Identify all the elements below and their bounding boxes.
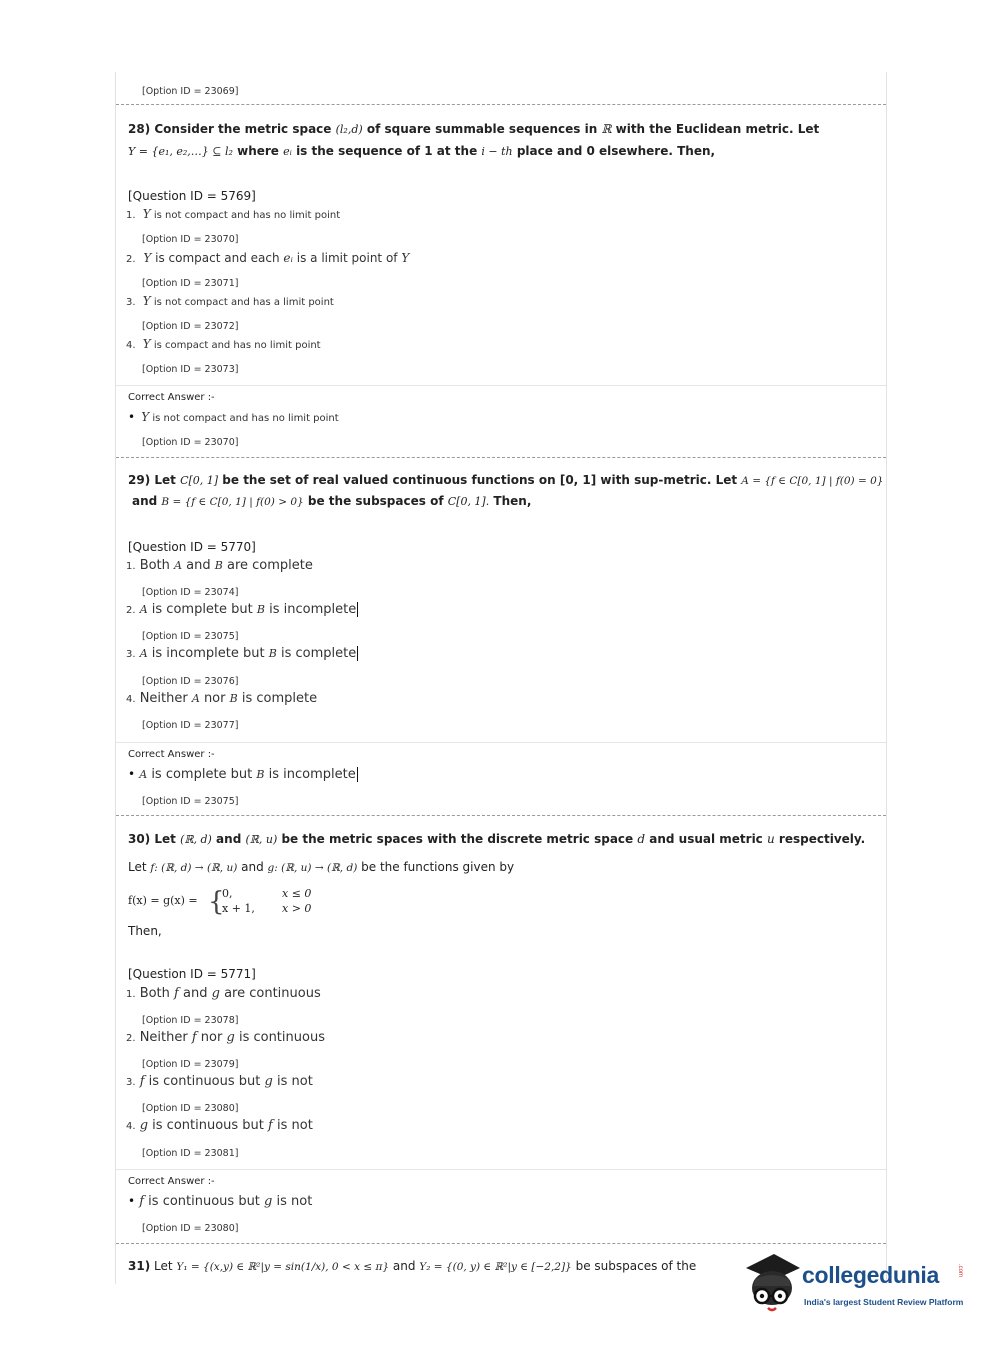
formula-condition-2: x > 0 xyxy=(282,902,312,915)
option-id: [Option ID = 23078] xyxy=(142,1015,239,1026)
option-id: [Option ID = 23071] xyxy=(142,278,239,289)
option-id: [Option ID = 23070] xyxy=(142,234,239,245)
option-text: is continuous but xyxy=(148,1074,261,1089)
math-variable: f xyxy=(191,1030,197,1045)
option-text: Both xyxy=(139,986,170,1001)
question-text: be the subspaces of xyxy=(307,494,444,508)
option-id: [Option ID = 23077] xyxy=(142,720,239,731)
option-text: Neither xyxy=(139,1030,188,1045)
question-text: Let xyxy=(128,860,147,874)
question-text: Then, xyxy=(493,494,532,508)
option-1[interactable] xyxy=(126,986,321,1001)
question-text: where xyxy=(237,144,279,158)
question-divider xyxy=(116,457,886,458)
answer-text: is complete but xyxy=(151,767,253,782)
formula-case-2: x + 1, xyxy=(222,902,255,915)
option-number: 3. xyxy=(126,1077,136,1088)
math-variable: d xyxy=(637,832,646,846)
option-3[interactable] xyxy=(126,1074,313,1089)
question-text: with the Euclidean metric. Let xyxy=(615,122,820,136)
question-text: and usual metric xyxy=(649,832,763,846)
option-text: Both xyxy=(139,558,170,573)
option-number: 1. xyxy=(126,210,136,221)
math-expression: Y₁ = {(x,y) ∈ ℝ²|y = sin(1/x), 0 < x ≤ π} xyxy=(176,1261,390,1273)
math-variable: g xyxy=(211,986,220,1001)
question-31-line-1 xyxy=(128,1259,696,1273)
option-1[interactable] xyxy=(126,558,313,573)
option-4[interactable] xyxy=(126,691,317,706)
math-variable: f xyxy=(268,1118,273,1133)
option-text: nor xyxy=(203,691,226,706)
option-number: 3. xyxy=(126,297,136,308)
math-variable: g xyxy=(264,1194,273,1209)
math-variable: A xyxy=(174,559,182,572)
question-id: [Question ID = 5770] xyxy=(128,540,256,554)
math-expression: C[0, 1]. xyxy=(447,495,490,508)
option-text: is not xyxy=(276,1074,313,1089)
option-text: is compact and each xyxy=(155,251,280,265)
question-29-line-2 xyxy=(132,494,531,508)
question-text: Let xyxy=(154,1259,173,1273)
question-number: 28) xyxy=(128,122,151,136)
question-text: and xyxy=(132,494,158,508)
question-divider xyxy=(116,815,886,816)
option-text: nor xyxy=(200,1030,223,1045)
question-text: be the set of real valued continuous functions on [0, 1] with sup-metric. Let xyxy=(222,473,738,487)
correct-answer-label: Correct Answer :- xyxy=(128,1176,215,1187)
option-text: and xyxy=(186,558,211,573)
option-text: are continuous xyxy=(224,986,321,1001)
option-number: 1. xyxy=(126,561,136,572)
answer-divider xyxy=(116,1169,886,1170)
question-number: 30) xyxy=(128,832,151,846)
option-id: [Option ID = 23079] xyxy=(142,1059,239,1070)
answer-text: is not compact and has no limit point xyxy=(152,413,339,424)
question-text: place and 0 elsewhere. Then, xyxy=(516,144,716,158)
math-expression: (ℝ, d) xyxy=(180,833,212,846)
math-variable: A xyxy=(139,768,148,781)
question-text: is the sequence of 1 at the xyxy=(296,144,478,158)
option-2[interactable] xyxy=(126,1030,325,1045)
option-text: is incomplete but xyxy=(151,646,265,661)
math-expression: Y₂ = {(0, y) ∈ ℝ²|y ∈ [−2,2]} xyxy=(419,1261,572,1273)
math-variable: B xyxy=(256,768,265,781)
math-expression: eᵢ xyxy=(283,145,292,158)
math-variable: g xyxy=(264,1074,273,1089)
option-id: [Option ID = 23075] xyxy=(142,631,239,642)
question-divider xyxy=(116,1243,886,1244)
collegedunia-logo[interactable] xyxy=(742,1250,982,1320)
math-variable: eᵢ xyxy=(283,251,293,265)
question-number: 31) xyxy=(128,1259,151,1273)
option-id: [Option ID = 23081] xyxy=(142,1148,239,1159)
option-1[interactable] xyxy=(126,207,340,221)
math-variable: B xyxy=(268,647,277,660)
answer-text: is not xyxy=(276,1194,313,1209)
math-expression: C[0, 1] xyxy=(180,474,219,487)
option-id: [Option ID = 23070] xyxy=(142,437,239,448)
math-expression: A = {f ∈ C[0, 1] | f(0) = 0} xyxy=(741,475,884,487)
answer-divider xyxy=(116,742,886,743)
option-text: is not compact and has a limit point xyxy=(153,297,334,308)
option-id: [Option ID = 23076] xyxy=(142,676,239,687)
correct-answer xyxy=(128,410,339,424)
option-text: is incomplete xyxy=(269,602,357,617)
option-id: [Option ID = 23072] xyxy=(142,321,239,332)
math-expression: (l₂,d) xyxy=(335,123,363,136)
correct-answer-label: Correct Answer :- xyxy=(128,749,215,760)
math-variable: Y xyxy=(142,207,151,221)
question-text: Let xyxy=(154,473,176,487)
math-variable: B xyxy=(214,559,223,572)
math-variable: Y xyxy=(143,251,152,265)
option-id: [Option ID = 23069] xyxy=(142,86,239,97)
formula-case-1: 0, xyxy=(222,887,233,900)
question-text: and xyxy=(241,860,264,874)
answer-divider xyxy=(116,385,886,386)
math-variable: Y xyxy=(141,410,150,424)
bullet-icon: • xyxy=(128,410,136,424)
correct-answer xyxy=(128,767,358,782)
option-number: 4. xyxy=(126,694,136,705)
option-text: is not compact and has no limit point xyxy=(153,210,341,221)
question-id: [Question ID = 5771] xyxy=(128,967,256,981)
math-expression: (ℝ, u) xyxy=(245,833,278,846)
graduate-mascot-icon xyxy=(742,1250,802,1314)
math-variable: u xyxy=(767,832,775,846)
math-variable: f xyxy=(174,986,179,1001)
question-30-line-2 xyxy=(128,860,514,874)
option-id: [Option ID = 23074] xyxy=(142,587,239,598)
option-number: 4. xyxy=(126,340,136,351)
option-text: is not xyxy=(276,1118,313,1133)
answer-text: is incomplete xyxy=(268,767,356,782)
question-30-line-1 xyxy=(128,832,865,846)
option-text: is complete xyxy=(241,691,318,706)
option-2[interactable] xyxy=(126,251,409,265)
option-number: 2. xyxy=(126,254,136,265)
formula-condition-1: x ≤ 0 xyxy=(282,887,312,900)
math-variable: Y xyxy=(401,251,410,265)
math-expression: Y = {e₁, e₂,…} ⊆ l₂ xyxy=(128,145,233,158)
bullet-icon: • xyxy=(128,767,136,781)
question-text: respectively. xyxy=(778,832,866,846)
option-number: 4. xyxy=(126,1121,136,1132)
math-variable: A xyxy=(139,647,148,660)
option-text: Neither xyxy=(139,691,188,706)
option-number: 3. xyxy=(126,649,136,660)
math-expression: B = {f ∈ C[0, 1] | f(0) > 0} xyxy=(161,496,304,508)
math-variable: g xyxy=(139,1118,149,1133)
question-text: be the metric spaces with the discrete metric space xyxy=(281,832,634,846)
brace-icon: { xyxy=(208,887,225,917)
document-page xyxy=(115,72,887,1284)
option-text: is a limit point of xyxy=(296,251,398,265)
question-text: and xyxy=(392,1259,416,1273)
question-text: Consider the metric space xyxy=(154,122,332,136)
option-number: 1. xyxy=(126,989,136,1000)
correct-answer xyxy=(128,1194,312,1209)
option-text: is continuous xyxy=(238,1030,325,1045)
question-28-line-2 xyxy=(128,144,715,158)
answer-text: is continuous but xyxy=(148,1194,260,1209)
question-text: be subspaces of the xyxy=(575,1259,697,1273)
math-variable: Y xyxy=(142,337,151,351)
math-variable: f xyxy=(139,1074,145,1089)
math-expression: ℝ xyxy=(601,122,612,136)
option-4[interactable] xyxy=(126,337,321,351)
question-29-line-1 xyxy=(128,473,883,487)
logo-tagline: India's largest Student Review Platform xyxy=(804,1297,964,1307)
option-text: is continuous but xyxy=(152,1118,264,1133)
option-text: is complete but xyxy=(151,602,253,617)
option-4[interactable] xyxy=(126,1118,313,1133)
question-number: 29) xyxy=(128,473,151,487)
math-variable: g xyxy=(226,1030,235,1045)
math-expression: i − th xyxy=(481,145,513,158)
option-2[interactable] xyxy=(126,602,358,617)
option-id: [Option ID = 23073] xyxy=(142,364,239,375)
option-id: [Option ID = 23080] xyxy=(142,1103,239,1114)
question-divider xyxy=(116,104,886,105)
math-expression: f: (ℝ, d) → (ℝ, u) xyxy=(150,862,238,874)
option-id: [Option ID = 23075] xyxy=(142,796,239,807)
question-text: be the functions given by xyxy=(361,860,515,874)
bullet-icon: • xyxy=(128,1194,136,1208)
option-number: 2. xyxy=(126,605,136,616)
math-variable: A xyxy=(139,603,148,616)
option-number: 2. xyxy=(126,1033,136,1044)
question-id: [Question ID = 5769] xyxy=(128,189,256,203)
math-variable: B xyxy=(229,692,238,705)
math-variable: A xyxy=(191,692,200,705)
option-3[interactable] xyxy=(126,646,358,661)
math-variable: B xyxy=(256,603,265,616)
question-text: and xyxy=(216,832,242,846)
option-3[interactable] xyxy=(126,294,334,308)
question-text: of square summable sequences in xyxy=(366,122,598,136)
correct-answer-label: Correct Answer :- xyxy=(128,392,215,403)
math-expression: g: (ℝ, u) → (ℝ, d) xyxy=(267,862,358,874)
question-text: Then, xyxy=(128,924,162,938)
option-text: is complete xyxy=(280,646,357,661)
logo-domain-suffix: .com xyxy=(957,1264,963,1278)
option-id: [Option ID = 23080] xyxy=(142,1223,239,1234)
logo-wordmark: collegedunia xyxy=(802,1262,939,1288)
math-variable: f xyxy=(139,1194,145,1209)
question-28-line-1 xyxy=(128,122,819,136)
option-text: is compact and has no limit point xyxy=(153,340,321,351)
formula-lhs: f(x) = g(x) = xyxy=(128,894,198,907)
math-variable: Y xyxy=(142,294,151,308)
option-text: and xyxy=(183,986,208,1001)
question-text: Let xyxy=(154,832,176,846)
option-text: are complete xyxy=(226,558,313,573)
